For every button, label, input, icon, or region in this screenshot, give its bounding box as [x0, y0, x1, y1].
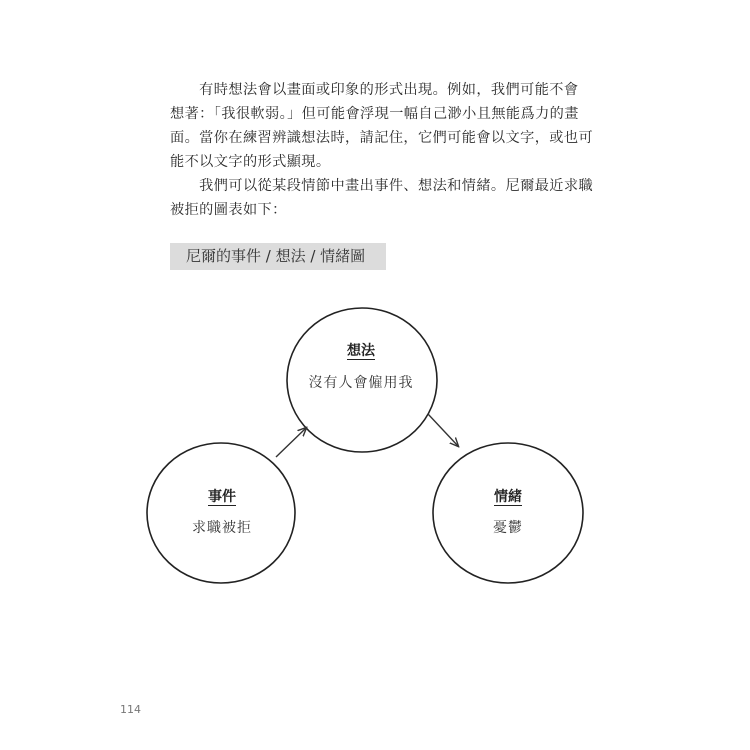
paragraph-1-line-4: 能不以文字的形式顯現。 — [170, 154, 331, 170]
emotion-title: 情緒 — [494, 489, 522, 505]
figure-caption: 尼爾的事件 / 想法 / 情緒圖 — [170, 243, 386, 270]
emotion-text: 憂鬱 — [493, 520, 523, 536]
arrow-event-to-thought — [276, 428, 306, 457]
arrow-thought-to-emotion — [428, 414, 458, 446]
event-text: 求職被拒 — [192, 520, 252, 536]
paragraph-2-line-1: 我們可以從某段情節中畫出事件、想法和情緒。尼爾最近求職 — [170, 178, 594, 194]
page-number: 114 — [120, 703, 141, 716]
paragraph-1-line-1: 有時想法會以畫面或印象的形式出現。例如，我們可能不會 — [170, 82, 579, 98]
event-title: 事件 — [208, 489, 236, 505]
thought-title: 想法 — [347, 343, 375, 359]
paragraph-1-line-2: 想著：「我很軟弱。」但可能會浮現一幅自己渺小且無能爲力的畫 — [170, 106, 579, 122]
emotion-circle — [433, 443, 583, 583]
thought-text: 沒有人會僱用我 — [308, 375, 414, 391]
paragraph-2-line-2: 被拒的圖表如下： — [170, 202, 287, 218]
paragraph-1-line-3: 面。當你在練習辨識想法時，請記住，它們可能會以文字，或也可 — [170, 130, 594, 146]
event-circle — [147, 443, 295, 583]
